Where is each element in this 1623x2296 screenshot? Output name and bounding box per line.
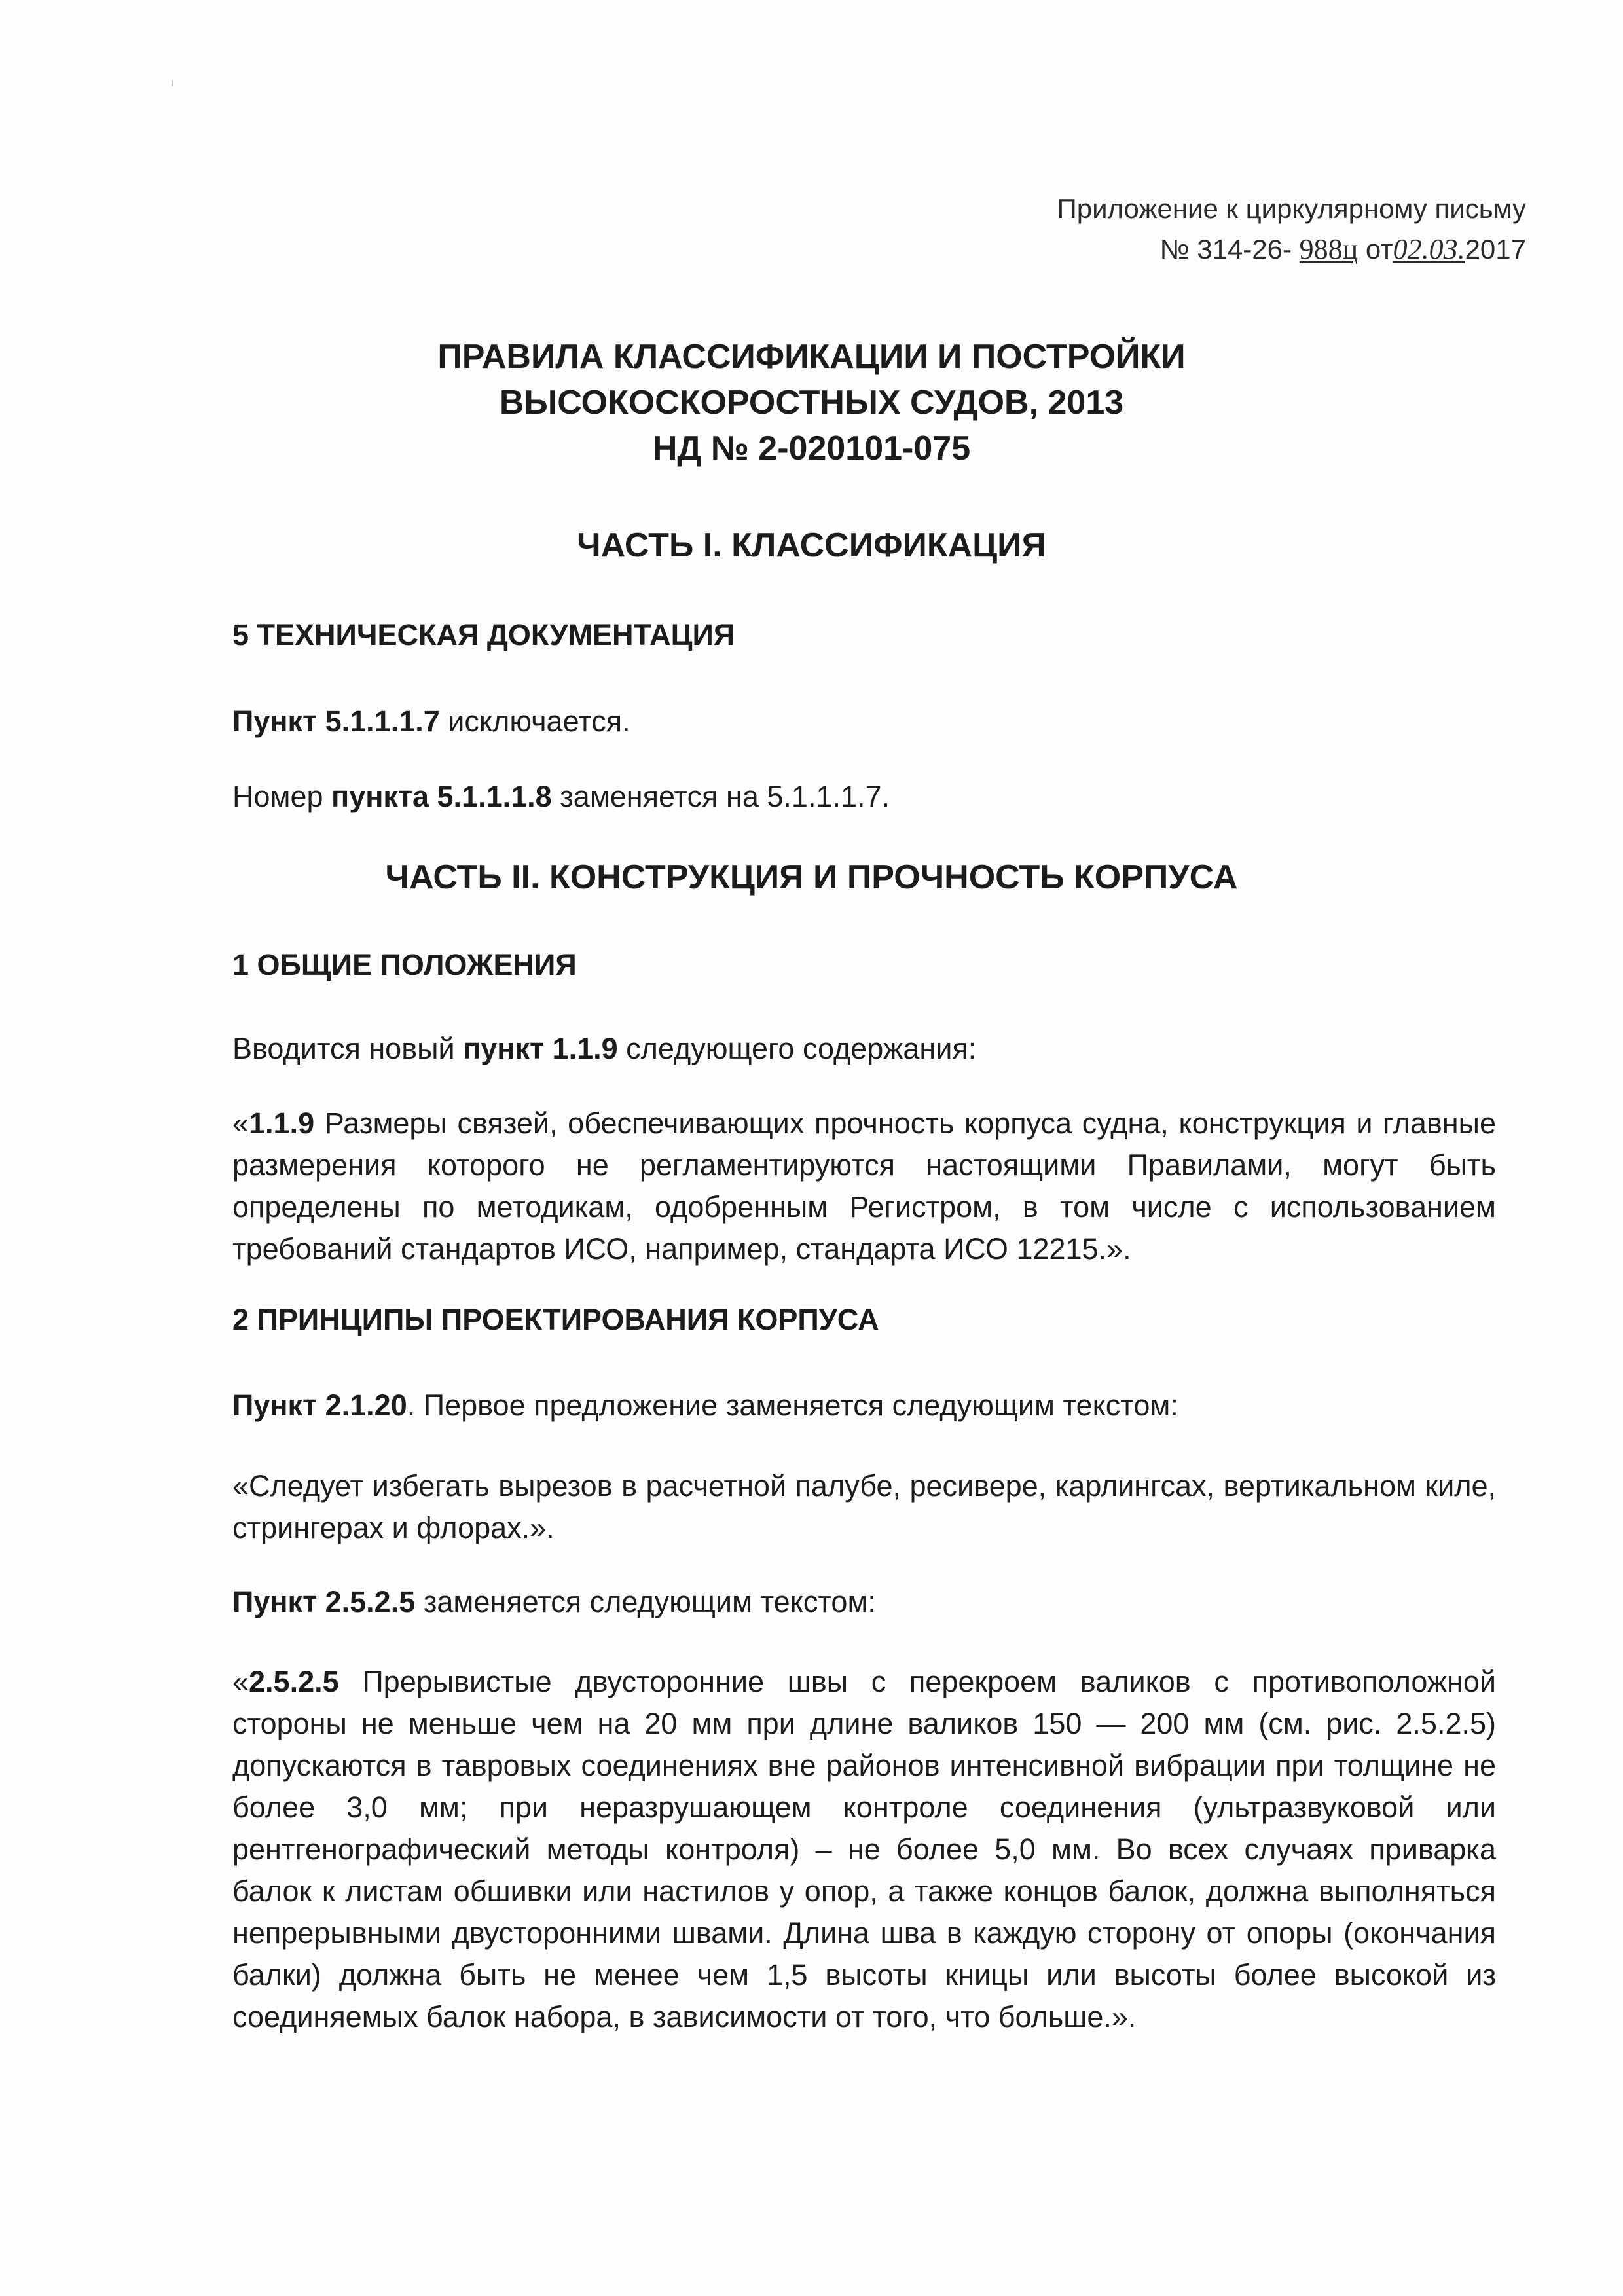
p7-text: заменяется следующим текстом: <box>415 1585 876 1618</box>
annex-reference <box>1057 189 1526 270</box>
p5-bold: Пункт 2.1.20 <box>232 1389 407 1422</box>
paragraph-1-1-9 <box>232 1102 1496 1270</box>
paragraph-2-1-20 <box>232 1385 1496 1427</box>
section-1-heading: 1 ОБЩИЕ ПОЛОЖЕНИЯ <box>232 948 577 981</box>
p4-open: « <box>232 1106 249 1140</box>
p1-text: исключается. <box>439 704 630 738</box>
paragraph-5-1-1-1-7 <box>232 701 1496 742</box>
annex-year: 2017 <box>1465 234 1526 264</box>
section-5-heading: 5 ТЕХНИЧЕСКАЯ ДОКУМЕНТАЦИЯ <box>232 618 735 651</box>
p3-text-b: следующего содержания: <box>617 1032 977 1065</box>
p2-bold: пункта 5.1.1.1.8 <box>331 780 552 813</box>
paragraph-5-1-1-1-8 <box>232 776 1496 818</box>
doc-title-line3: НД № 2-020101-075 <box>652 429 971 467</box>
p2-text-a: Номер <box>232 780 332 813</box>
letter-number: 988ц <box>1299 233 1359 265</box>
part1-title: ЧАСТЬ I. КЛАССИФИКАЦИЯ <box>577 526 1046 564</box>
p4-bold: 1.1.9 <box>249 1106 315 1140</box>
p5-text: . Первое предложение заменяется следующим текстом: <box>407 1389 1178 1422</box>
doc-title-line1: ПРАВИЛА КЛАССИФИКАЦИИ И ПОСТРОЙКИ <box>437 338 1186 376</box>
p3-text-a: Вводится новый <box>232 1032 464 1065</box>
p3-bold: пункт 1.1.9 <box>463 1032 618 1065</box>
annex-from: от <box>1365 234 1393 264</box>
part2-title: ЧАСТЬ II. КОНСТРУКЦИЯ И ПРОЧНОСТЬ КОРПУСА <box>385 858 1238 896</box>
p8-bold: 2.5.2.5 <box>249 1665 339 1698</box>
handwritten-date: 02.03. <box>1393 233 1465 265</box>
paragraph-2-1-20-quote: «Следует избегать вырезов в расчетной палубе, ресивере, карлингсах, вертикальном киле, стрингерах и флорах.». <box>232 1469 1496 1544</box>
p1-bold: Пункт 5.1.1.1.7 <box>232 704 440 738</box>
paragraph-2-5-2-5-intro <box>232 1581 1496 1623</box>
p8-text: Прерывистые двусторонние швы с перекроем валиков с противоположной стороны не меньше чем на 20 мм при длине валиков 150 — 200 мм (см. рис. 2.5.2.5) допускаются в тавровых соединениях вне районов интенсивной вибрации при толщине не более 3,0 мм; при неразрушающем контроле соединения (ультразвуковой или рентгенографический методы контроля) – не более 5,0 мм. Во всех случаях приварка балок к листам обшивки или настилов у опор, а также концов балок, должна выполняться непрерывными двусторонними швами. Длина шва в каждую сторону от опоры (окончания балки) должна быть не менее чем 1,5 высоты кницы или высоты более высокой из соединяемых балок набора, в зависимости от того, что больше.». <box>232 1665 1496 2033</box>
annex-line1: Приложение к циркулярному письму <box>1057 193 1526 224</box>
paragraph-intro-1-1-9 <box>232 1028 1496 1070</box>
p7-bold: Пункт 2.5.2.5 <box>232 1585 416 1618</box>
section-2-heading: 2 ПРИНЦИПЫ ПРОЕКТИРОВАНИЯ КОРПУСА <box>232 1303 879 1336</box>
paragraph-2-5-2-5 <box>232 1661 1496 2038</box>
p4-text: Размеры связей, обеспечивающих прочность корпуса судна, конструкция и главные размерения которого не регламентируются настоящими Правилами, могут быть определены по методикам, одобренным Регистром, в том числе с использованием требований стандартов ИСО, например, стандарта ИСО 12215.». <box>232 1106 1496 1266</box>
annex-line2 <box>1057 229 1526 270</box>
doc-title-line2: ВЫСОКОСКОРОСТНЫХ СУДОВ, 2013 <box>499 384 1124 422</box>
annex-prefix: № 314-26- <box>1159 234 1292 264</box>
p8-open: « <box>232 1665 249 1698</box>
p2-text-b: заменяется на 5.1.1.1.7. <box>551 780 890 813</box>
scan-mark <box>172 80 173 86</box>
